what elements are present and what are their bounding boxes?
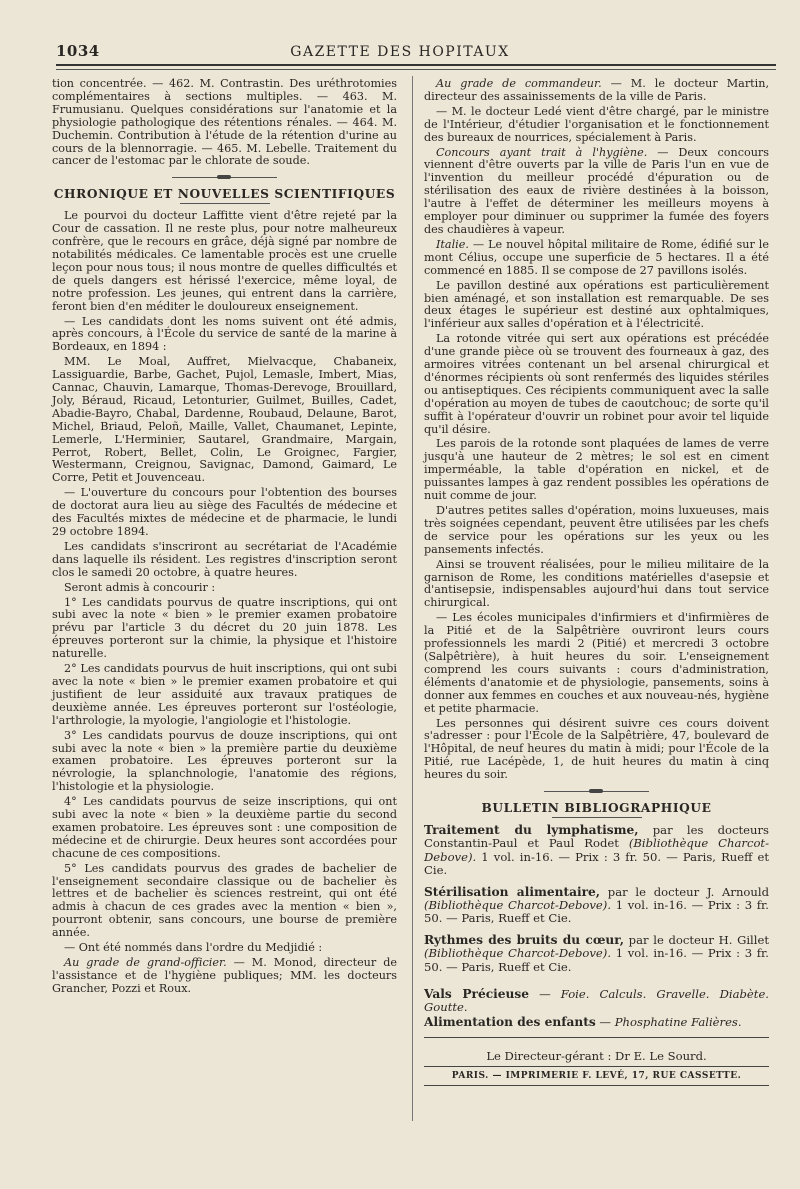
paragraph-lede: — M. le docteur Ledé vient d'être chargé, par le ministre de l'Intérieur, d'étudier l'organisation et le fonctionnement des bureaux de nourrices, spécialement à Paris. <box>424 104 769 144</box>
paragraph-bourses: — L'ouverture du concours pour l'obtention des bourses de doctorat aura lieu au siège des Facultés de médecine et des Facultés mixtes de médecine et de pharmacie, le lundi 29 octobre 1894. <box>52 486 397 538</box>
masthead-title: GAZETTE DES HOPITAUX <box>290 44 510 60</box>
section-heading-chronique: CHRONIQUE ET NOUVELLES SCIENTIFIQUES <box>53 187 396 202</box>
paragraph-item-4: 4° Les candidats pourvus de seize inscriptions, qui ont subi avec la note « bien » la deuxième partie du second examen probatoire. Les épreuves sont : une composition de médecine et de chirurgie. Deux heures sont accordées pour chacune de ces compositions. <box>52 795 397 860</box>
paragraph-grand-officier <box>52 957 397 996</box>
book-details: 1 vol. in-16. — Prix : 3 fr. 50. — Paris, Rueff et Cie. <box>424 946 769 974</box>
paragraph-candidate-names: MM. Le Moal, Auffret, Mielvacque, Chabaneix, Lassiguardie, Barbe, Gachet, Pujol, Lemasle, Imbert, Mias, Cannac, Chauvin, Lamarque, Thomas-Derevoge, Brouillard, Joly, Béraud, Ricaud, Letonturier, Guilmet, Builles, Cadet, Abadie-Bayro, Chabal, Dardenne, Roubaud, Delaune, Barot, Michel, Briaud, Peloñ, Maille, Vallet, Chaumanet, Lepinte, Lemerle, L'Herminier, Sautarel, Grandmaire, Margain, Perrot, Robert, Bellet, Colin, Le Groignec, Fargier, Westermann, Creignou, Savignac, Damond, Gaimard, Le Corre, Petit et Jouvenceau. <box>52 355 397 485</box>
book-entry-lymphatisme <box>424 824 769 878</box>
paragraph-medjidie: — Ont été nommés dans l'ordre du Medjidié : <box>64 941 323 955</box>
thesis-list-continuation: tion concentrée. — 462. M. Contrastin. Des uréthrotomies complémentaires à sections multiples. — 463. M. Frumusianu. Quelques considérations sur l'anatomie et la physiologie pathologique des rétentions rénales. — 464. M. Duchemin. Contribution à l'étude de la rétention d'urine au cours de la blennorragie. — 465. M. Lebelle. Traitement du cancer de l'estomac par le chlorate de soude. <box>52 77 397 168</box>
paragraph-petites-salles: D'autres petites salles d'opération, moins luxueuses, mais très soignées cependant, peuvent être utilisées par les chefs de service pour les opérations sur les yeux ou les pansements infectés. <box>424 504 769 556</box>
ad-vals <box>424 988 769 1015</box>
paragraph-rotonde: La rotonde vitrée qui sert aux opérations est précédée d'une grande pièce où se trouvent des fourneaux à gaz, des armoires vitrées contenant un bel arsenal chirurgical et d'énormes récipients où sont renfermés des liquides stériles ou antiseptiques. Ces récipients communiquent avec la salle d'opération au moyen de tubes de caoutchouc; de sorte qu'il suffit à l'opérateur d'ouvrir un robinet pour avoir tel liquide qu'il désire. <box>424 332 769 436</box>
paragraph-concours-hygiene <box>424 147 769 237</box>
footer-rule <box>424 1037 769 1038</box>
paragraph-asepsie: Ainsi se trouvent réalisées, pour le milieu militaire de la garnison de Rome, les conditions matérielles d'asepsie et d'antisepsie, indispensables aujourd'hui dans tout service chirurgical. <box>424 557 769 610</box>
ad-title: Alimentation des enfants <box>424 1014 596 1029</box>
paragraph-italie <box>424 239 769 278</box>
paragraph-inscription: Les candidats s'inscriront au secrétariat de l'Académie dans laquelle ils résident. Les registres d'inscription seront clos le samedi 20 octobre, à quatre heures. <box>52 539 397 579</box>
paragraph-text: — M. Monod, directeur de l'assistance et de l'hygiène publiques; MM. les docteurs Grancher, Pozzi et Roux. <box>52 956 397 995</box>
paragraph-pavillon: Le pavillon destiné aux opérations est particulièrement bien aménagé, et son installation est remarquable. De ses deux étages le supérieur est destiné aux ophtalmiques, l'inférieur aux salles d'opération et à l'électricité. <box>424 278 769 331</box>
book-details: 1 vol. in-16. — Prix : 3 fr. 50. — Paris, Rueff et Cie. <box>424 849 769 878</box>
paragraph-text: — M. le docteur Martin, directeur des assainissements de la ville de Paris. <box>424 77 770 103</box>
paragraph-text: — Deux concours viennent d'être ouverts par la ville de Paris l'un en vue de l'invention du meilleur procédé d'épuration ou de stérilisation des eaux de rivière destinées à la boisson, l'autre à l'effet de déterminer les meilleurs moyens à employer pour diminuer ou supprimer la fumée des foyers des chaudières à vapeur. <box>424 145 770 236</box>
book-entry-sterilisation <box>424 886 769 926</box>
paragraph-parois: Les parois de la rotonde sont plaquées de lames de verre jusqu'à une hauteur de 2 mètres; le sol est en ciment imperméable, la table d'opération en nickel, et de puissantes lampes à gaz rendent possibles les opérations de nuit comme de jour. <box>424 437 769 503</box>
ad-alimentation <box>424 1016 769 1029</box>
book-title: Rythmes des bruits du cœur, <box>424 932 624 947</box>
ad-title: Vals Précieuse <box>424 987 529 1001</box>
footer-rule-bottom <box>424 1085 769 1086</box>
italic-lead: Au grade de commandeur. <box>436 77 602 90</box>
ad-text: — Foie. Calculs. Gravelle. Diabète. Goutte. <box>424 987 769 1015</box>
paragraph-ecoles-infirmiers: — Les écoles municipales d'infirmiers et d'infirmières de la Pitié et de la Salpêtrière ouvriront leurs cours professionnels les mardi 2 (Pitié) et mercredi 3 octobre (Salpêtrière), à huit heures du soir. L'enseignement comprend les cours suivants : cours d'administration, éléments d'anatomie et de physiologie, pansements, soins à donner aux femmes en couches et aux nouveau-nés, hygiène et petite pharmacie. <box>424 611 769 715</box>
book-entry-rythmes <box>424 934 769 974</box>
book-authors: par le docteur H. Gillet <box>624 932 769 947</box>
italic-lead: Italie. <box>436 237 469 251</box>
paragraph-item-5: 5° Les candidats pourvus des grades de bachelier de l'enseignement secondaire classique ou de bachelier ès lettres et de bachelier ès sciences restreint, qui ont été admis à chacun de ces grades avec la mention « bien », pourront obtenir, sans concours, une bourse de première année. <box>52 861 397 940</box>
left-column <box>52 78 397 998</box>
paragraph-laffitte: Le pourvoi du docteur Laffitte vient d'être rejeté par la Cour de cassation. Il ne reste plus, pour notre malheureux confrère, que le recours en grâce, déjà signé par nombre de notabilités médicales. Ce lamentable procès est une cruelle leçon pour nous tous; il nous montre de quelles difficultés et de quels dangers est hérissé l'exercice, même loyal, de notre profession. Les jeunes, qui entrent dans la carrière, feront bien d'en méditer le douloureux enseignement. <box>52 209 397 313</box>
paragraph-adresser: Les personnes qui désirent suivre ces cours doivent s'adresser : pour l'École de la Salpêtrière, 47, boulevard de l'Hôpital, de neuf heures du matin à midi; pour l'École de la Pitié, rue Lacépède, 1, de huit heures du matin à cinq heures du soir. <box>424 716 769 782</box>
column-divider <box>412 76 413 1121</box>
paragraph-commandeur <box>424 78 769 104</box>
section-separator <box>424 786 769 796</box>
paragraph-item-2: 2° Les candidats pourvus de huit inscriptions, qui ont subi avec la note « bien » le premier examen probatoire et qui justifient de leur assiduité aux travaux pratiques de deuxième année. Les épreuves porteront sur l'ostéologie, l'arthrologie, la myologie, l'angiologie et l'histologie. <box>52 662 397 727</box>
ad-text: — Phosphatine Falières. <box>595 1014 742 1029</box>
book-series: (Bibliothèque Charcot-Debove). <box>424 897 612 912</box>
book-authors: par le docteur J. Arnould <box>600 884 769 899</box>
section-separator <box>52 172 397 182</box>
book-authors: par les docteurs Constantin-Paul et Paul Rodet <box>424 822 769 851</box>
paragraph-admis: Seront admis à concourir : <box>64 580 216 594</box>
heading-underline <box>552 817 642 818</box>
page-number: 1034 <box>56 42 100 60</box>
book-details: 1 vol. in-16. — Prix : 3 fr. 50. — Paris, Rueff et Cie. <box>424 897 769 926</box>
italic-lead: Concours ayant trait à l'hygiène. <box>436 145 648 159</box>
right-column <box>424 78 769 1088</box>
section-heading-bulletin: BULLETIN BIBLIOGRAPHIQUE <box>481 801 712 816</box>
book-series: (Bibliothèque Charcot-Debove). <box>424 946 612 961</box>
heading-underline <box>180 203 270 204</box>
book-series: (Bibliothèque Charcot-Debove). <box>424 836 769 864</box>
paragraph-candidates-intro: — Les candidats dont les noms suivent ont été admis, après concours, à l'École du service de santé de la marine à Bordeaux, en 1894 : <box>52 314 397 354</box>
printer-line: PARIS. — IMPRIMERIE F. LEVÉ, 17, RUE CASSETTE. <box>451 1071 742 1082</box>
header-rule-thick <box>56 64 776 66</box>
directeur-gerant: Le Directeur-gérant : Dr E. Le Sourd. <box>486 1049 707 1064</box>
italic-lead: Au grade de grand-officier. <box>64 956 227 969</box>
paragraph-item-3: 3° Les candidats pourvus de douze inscriptions, qui ont subi avec la note « bien » la première partie du deuxième examen probatoire. Les épreuves porteront sur la névrologie, la splanchnologie, l'anatomie des régions, l'histologie et la physiologie. <box>52 728 397 794</box>
header-rule-thin <box>56 69 776 70</box>
book-title: Stérilisation alimentaire, <box>424 884 601 899</box>
footer-rule <box>424 1066 769 1067</box>
paragraph-item-1: 1° Les candidats pourvus de quatre inscriptions, qui ont subi avec la note « bien » le premier examen probatoire prévu par l'article 3 du décret du 20 juin 1878. Les épreuves porteront sur la chimie, la physique et l'histoire naturelle. <box>52 595 397 661</box>
paragraph-text: — Le nouvel hôpital militaire de Rome, édifié sur le mont Célius, occupe une superficie de 5 hectares. Il a été commencé en 1885. Il se compose de 27 pavillons isolés. <box>424 237 769 277</box>
book-title: Traitement du lymphatisme, <box>424 822 639 837</box>
